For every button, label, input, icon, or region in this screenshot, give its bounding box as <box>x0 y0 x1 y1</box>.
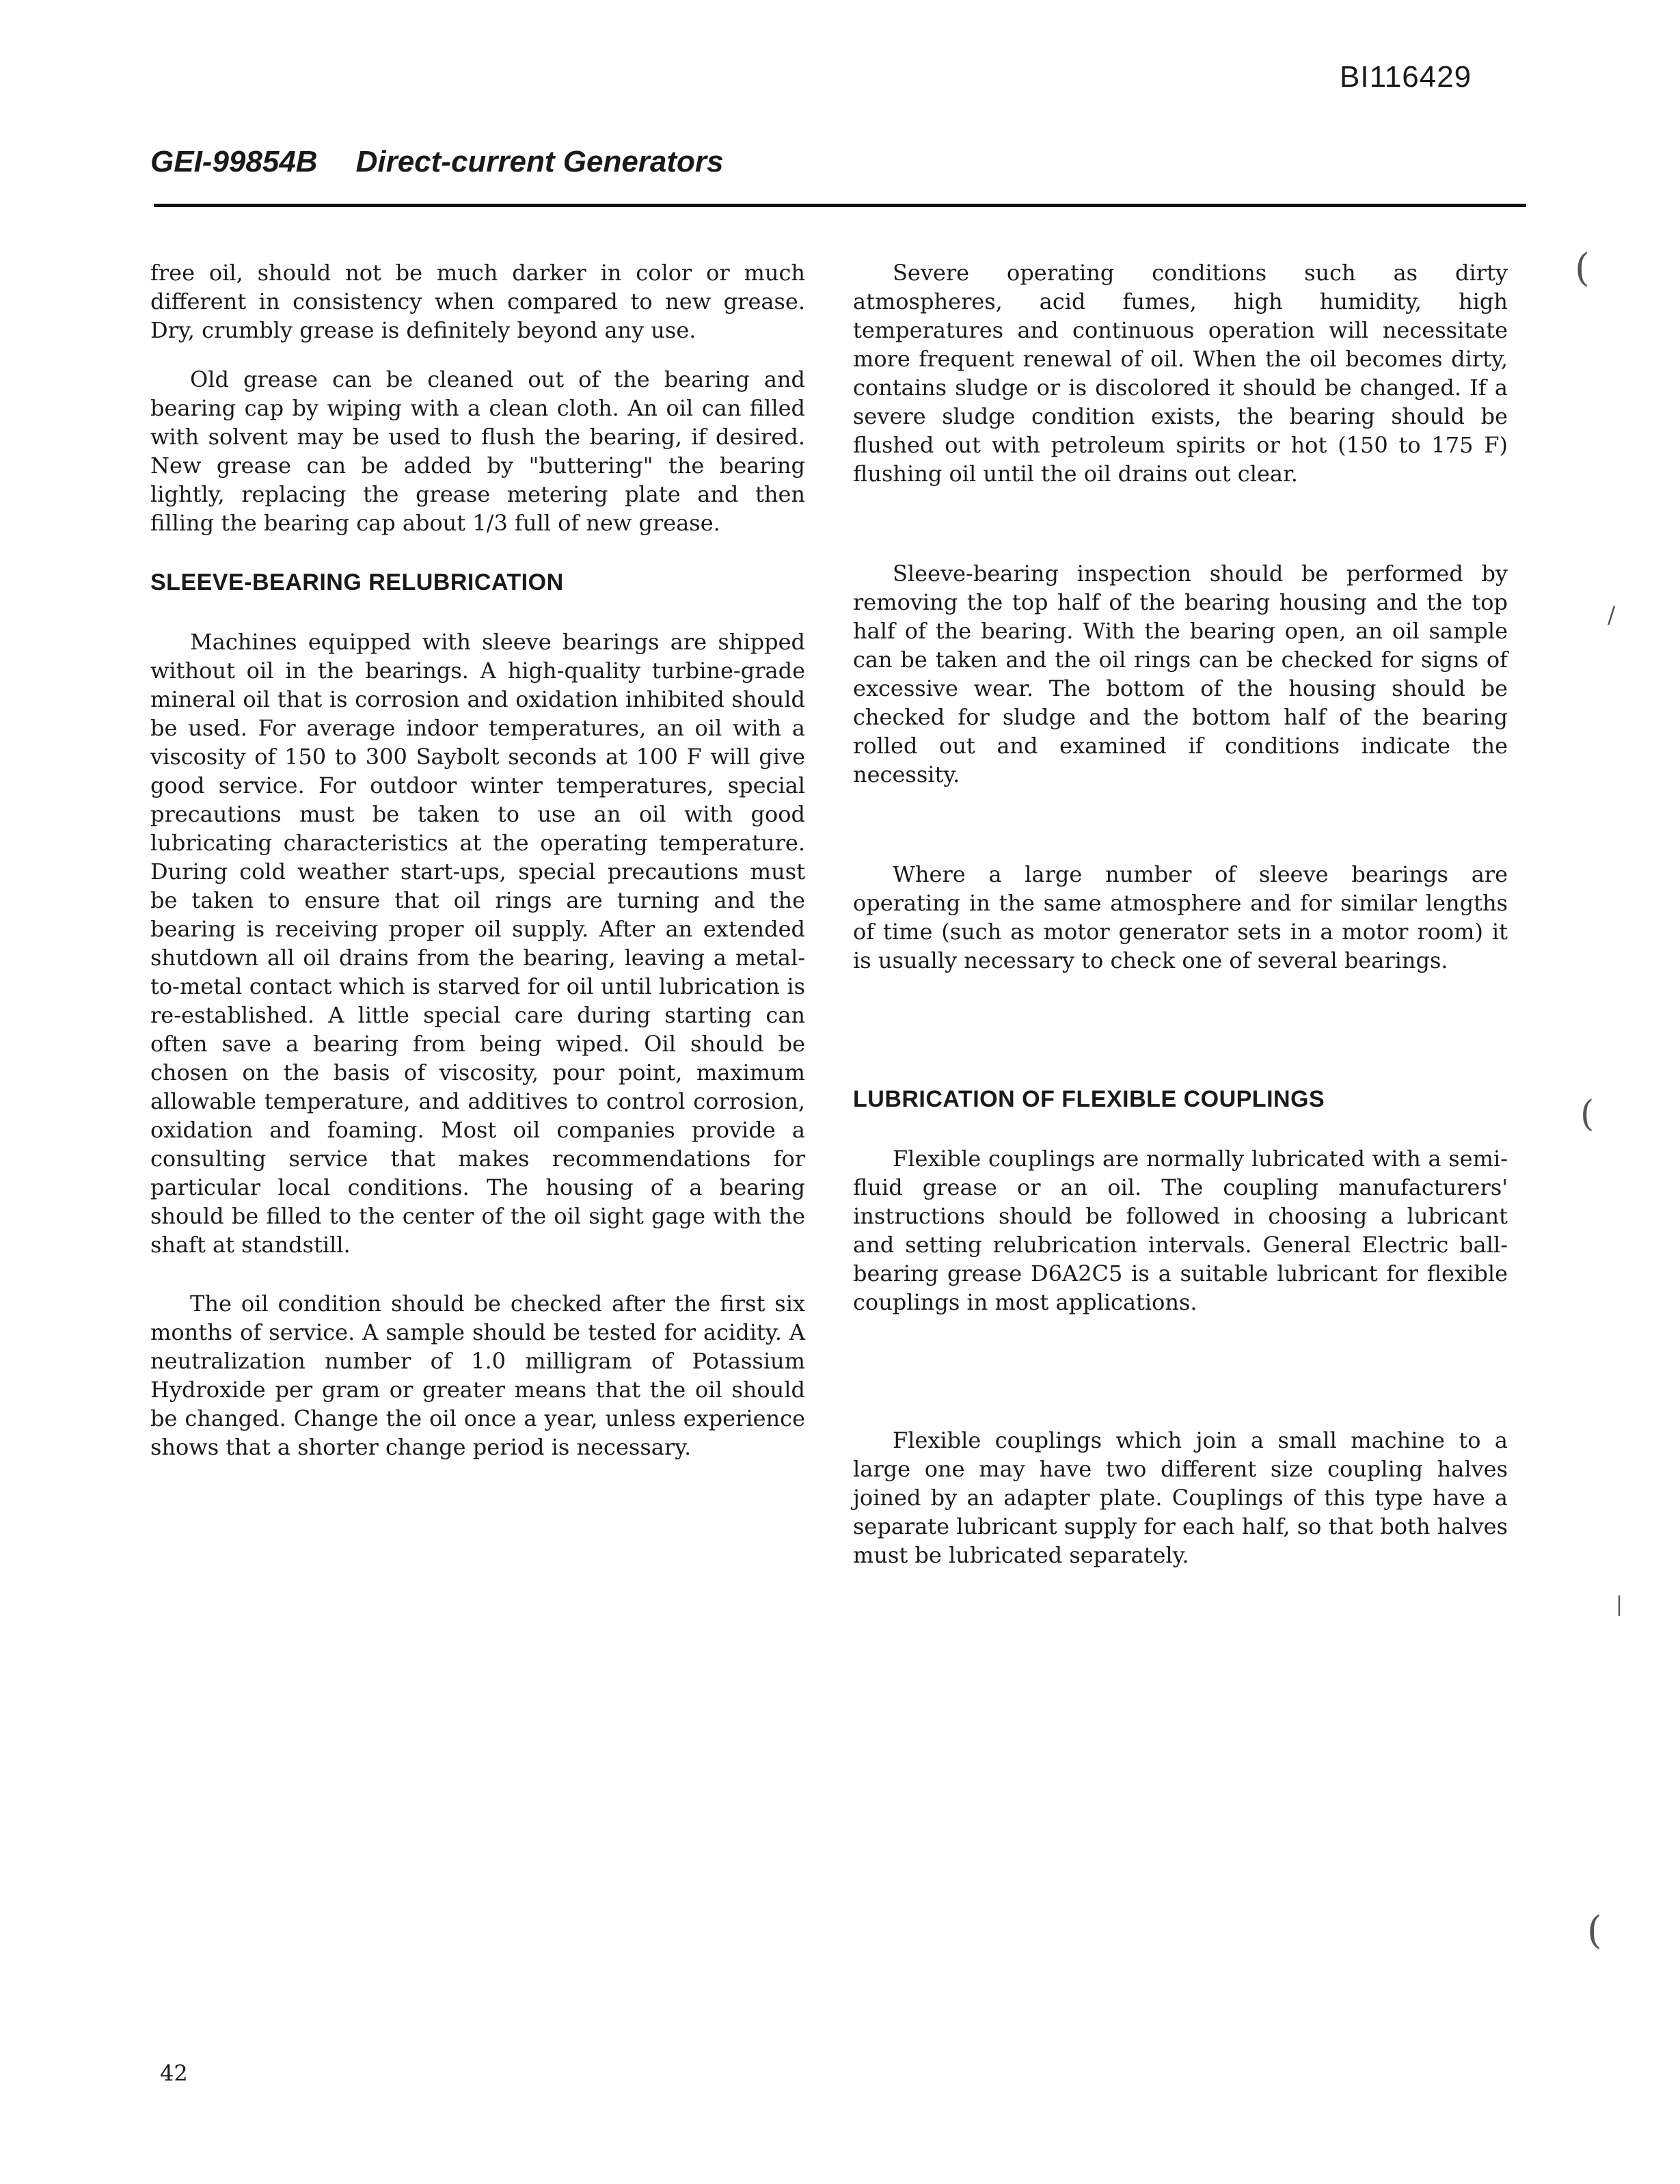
paragraph: The oil condition should be checked after the first six months of service. A sample should be tested for acidity. A neutralization number of 1.0 milligram of Potassium Hydroxide per gram or greater means that the oil should be changed. Change the oil once a year, unless experience shows that a shorter change period is necessary. <box>150 1291 805 1460</box>
paragraph: free oil, should not be much darker in color or much different in consistency when compared to new grease. Dry, crumbly grease is definitely beyond any use. <box>150 260 805 343</box>
header-rule <box>154 204 1526 207</box>
right-column <box>853 258 1508 1569</box>
margin-bracket-mark: ( <box>1580 1094 1595 1135</box>
document-id: BI116429 <box>1340 60 1472 94</box>
paragraph: Machines equipped with sleeve bearings are shipped without oil in the bearings. A high-quality turbine-grade mineral oil that is corrosion and oxidation inhibited should be used. For average indoor temperatures, an oil with a viscosity of 150 to 300 Saybolt seconds at 100 F will give good service. For outdoor winter temperatures, special precautions must be taken to use an oil with good lubricating characteristics at the operating temperature. During cold weather start-ups, special precautions must be taken to ensure that oil rings are turning and the bearing is receiving proper oil supply. After an extended shutdown all oil drains from the bearing, leaving a metal-to-metal contact which is starved for oil until lubrication is re-established. A little special care during starting can often save a bearing from being wiped. Oil should be chosen on the basis of viscosity, pour point, maximum allowable temperature, and additives to control corrosion, oxidation and foaming. Most oil companies provide a consulting service that makes recommendations for particular local conditions. The housing of a bearing should be filled to the center of the oil sight gage with the shaft at standstill. <box>150 629 805 1258</box>
paragraph: Flexible couplings which join a small machine to a large one may have two different size coupling halves joined by an adapter plate. Couplings of this type have a separate lubricant supply for each half, so that both halves must be lubricated separately. <box>853 1427 1508 1568</box>
margin-tick-mark: / <box>1608 602 1616 629</box>
margin-bracket-mark: ( <box>1575 246 1590 291</box>
running-header <box>150 145 724 179</box>
document-number: GEI-99854B <box>150 145 318 178</box>
section-heading: SLEEVE-BEARING RELUBRICATION <box>150 569 564 595</box>
section-heading: LUBRICATION OF FLEXIBLE COUPLINGS <box>853 1086 1325 1112</box>
paragraph: Flexible couplings are normally lubricated with a semi-fluid grease or an oil. The coupling manufacturers' instructions should be followed in choosing a lubricant and setting relubrication intervals. General Electric ball-bearing grease D6A2C5 is a suitable lubricant for flexible couplings in most applications. <box>853 1146 1508 1315</box>
left-column <box>150 258 805 1461</box>
paragraph: Old grease can be cleaned out of the bearing and bearing cap by wiping with a clean cloth. An oil can filled with solvent may be used to flush the bearing, if desired. New grease can be added by "buttering" the bearing lightly, replacing the grease metering plate and then filling the bearing cap about 1/3 full of new grease. <box>150 366 805 536</box>
paragraph: Where a large number of sleeve bearings are operating in the same atmosphere and for similar lengths of time (such as motor generator sets in a motor room) it is usually necessary to check one of several bearings. <box>853 861 1508 973</box>
page-number: 42 <box>160 2060 188 2086</box>
document-title: Direct-current Generators <box>355 145 724 178</box>
margin-tick-mark: | <box>1616 1593 1623 1617</box>
paragraph: Severe operating conditions such as dirty atmospheres, acid fumes, high humidity, high temperatures and continuous operation will necessitate more frequent renewal of oil. When the oil becomes dirty, contains sludge or is discolored it should be changed. If a severe sludge condition exists, the bearing should be flushed out with petroleum spirits or hot (150 to 175 F) flushing oil until the oil drains out clear. <box>853 260 1508 487</box>
paragraph: Sleeve-bearing inspection should be performed by removing the top half of the bearing housing and the top half of the bearing. With the bearing open, an oil sample can be taken and the oil rings can be checked for signs of excessive wear. The bottom of the housing should be checked for sludge and the bottom half of the bearing rolled out and examined if conditions indicate the necessity. <box>853 561 1508 787</box>
margin-bracket-mark: ( <box>1587 1909 1602 1953</box>
